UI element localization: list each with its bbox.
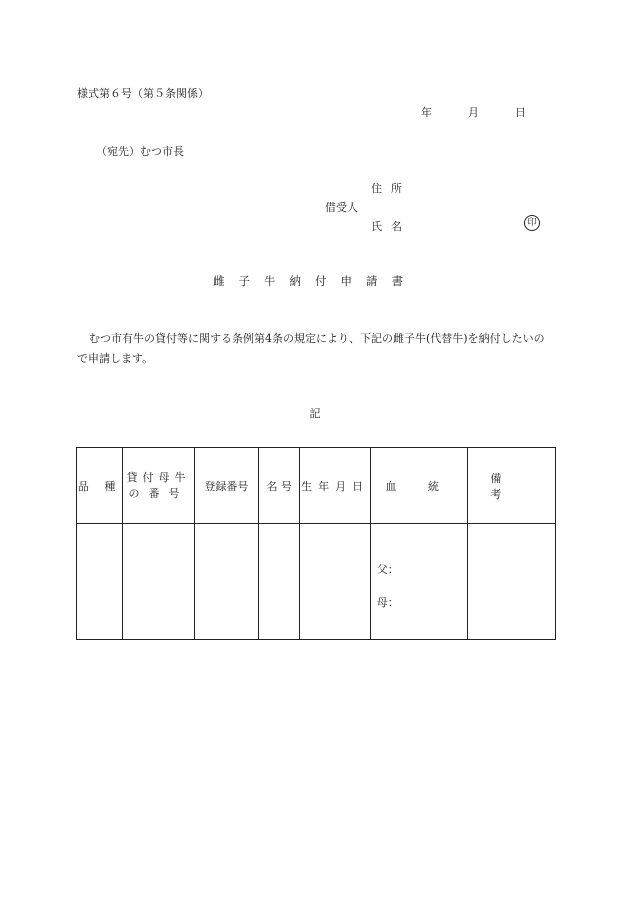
lineage-father-label: 父： (376, 563, 399, 576)
date-month-label: 月 (468, 106, 479, 119)
form-number: 様式第６号（第５条関係） (77, 87, 209, 100)
date-year-label: 年 (421, 106, 432, 119)
header-mother-number (123, 448, 194, 524)
body-text: むつ市有牛の貸付等に関する条例第4条の規定により、下記の雌子牛(代替牛)を納付したいので申請します。 (77, 332, 545, 365)
header-name: 名 号 (259, 448, 300, 524)
lineage-mother-label: 母： (376, 596, 399, 609)
borrower-label: 借受人 (325, 201, 358, 214)
cell-lineage[interactable] (370, 524, 468, 640)
records-table (76, 447, 556, 640)
table-row (77, 524, 556, 640)
ki-label: 記 (309, 407, 321, 420)
seal-mark: 印 (524, 215, 540, 231)
header-registration: 登録番号 (194, 448, 258, 524)
header-breed: 品 種 (77, 448, 123, 524)
address-label: 住所 (371, 182, 411, 195)
document-title: 雌子牛納付申請書 (213, 274, 417, 288)
header-birth-date: 生年月日 (300, 448, 370, 524)
addressee: （宛先）むつ市長 (96, 145, 184, 158)
cell-breed[interactable] (77, 524, 123, 640)
table-header-row (77, 448, 556, 524)
cell-remarks[interactable] (468, 524, 556, 640)
header-mother-number-line2: の番号 (128, 486, 189, 500)
header-lineage: 血 統 (370, 448, 468, 524)
cell-mother-number[interactable] (123, 524, 194, 640)
date-day-label: 日 (515, 106, 526, 119)
cell-birth-date[interactable] (300, 524, 370, 640)
name-label: 氏名 (371, 220, 411, 233)
cell-name[interactable] (259, 524, 300, 640)
cell-registration[interactable] (194, 524, 258, 640)
header-mother-number-line1: 貸付母牛 (126, 470, 191, 484)
header-remarks: 備 考 (468, 448, 556, 524)
